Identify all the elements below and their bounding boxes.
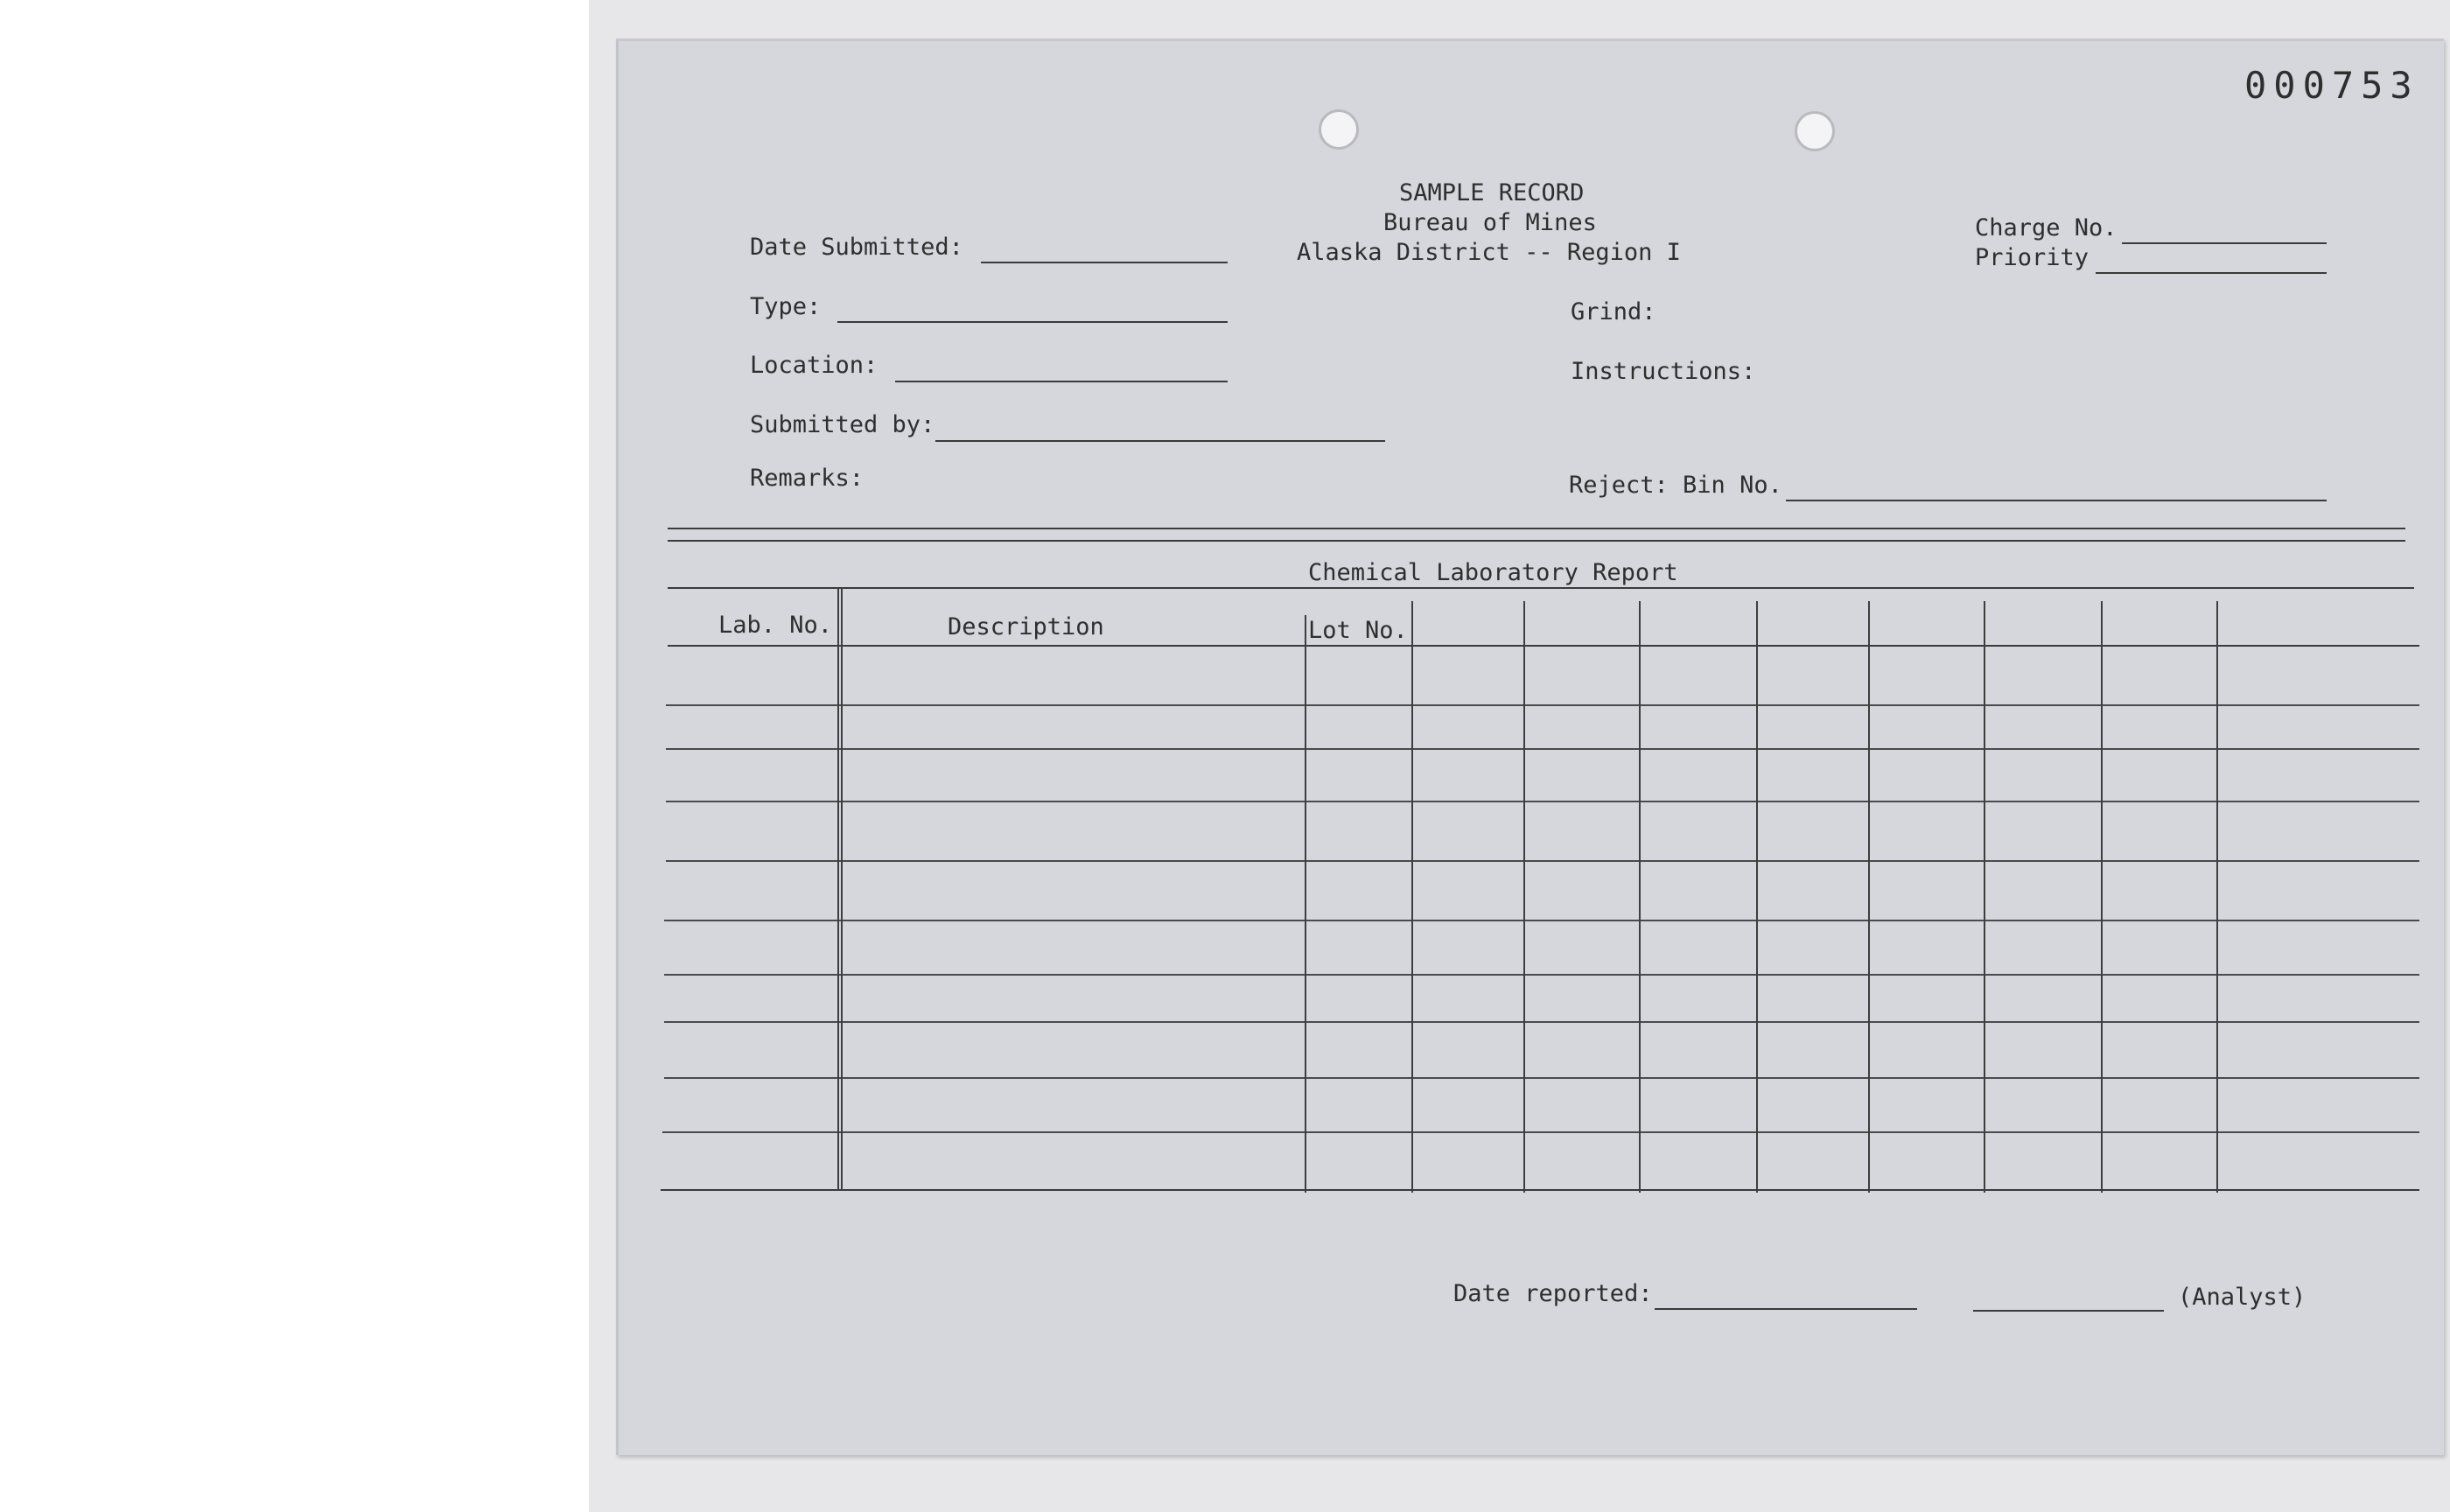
column-divider [1868,601,1870,1193]
column-divider [2101,601,2103,1193]
report-title: Chemical Laboratory Report [1308,559,1678,586]
table-bottom-line [661,1189,2419,1191]
punch-hole-right [1795,111,1835,151]
column-divider-lab-no [837,587,839,1191]
submitted-by-label: Submitted by: [750,411,935,438]
column-header-lab-no: Lab. No. [718,612,833,639]
table-row [664,974,2419,976]
date-submitted-label: Date Submitted: [750,234,963,261]
charge-no-label: Charge No. [1975,214,2118,242]
type-line[interactable] [837,321,1228,323]
instructions-label: Instructions: [1571,358,1756,385]
analyst-signature-line[interactable] [1973,1310,2164,1312]
column-divider [2216,601,2218,1193]
table-row [666,801,2419,802]
date-reported-line[interactable] [1655,1308,1917,1310]
submitted-by-line[interactable] [935,440,1385,442]
report-top-line [668,587,2414,589]
column-header-description: Description [948,613,1104,640]
column-divider [1523,601,1525,1193]
reject-bin-line[interactable] [1786,500,2327,501]
column-divider [1984,601,1985,1193]
date-submitted-line[interactable] [981,262,1228,263]
date-reported-label: Date reported: [1453,1280,1653,1307]
separator-line-2 [668,540,2405,542]
type-label: Type: [750,293,822,320]
district-region: Alaska District -- Region I [1297,239,1681,266]
agency-name: Bureau of Mines [1383,209,1597,236]
analyst-label: (Analyst) [2178,1284,2306,1311]
column-divider-description [1305,615,1306,1193]
header-bottom-line [668,645,2419,647]
table-row [664,1021,2419,1023]
table-row [662,1131,2419,1133]
column-divider-lab-no-double [841,587,843,1191]
form-title: SAMPLE RECORD [1399,179,1585,206]
punch-hole-left [1319,109,1359,150]
table-row [664,920,2419,921]
table-row [664,1077,2419,1079]
document-number: 000753 [2244,64,2419,107]
location-label: Location: [750,352,878,379]
column-divider [1756,601,1758,1193]
reject-bin-label: Reject: Bin No. [1569,472,1782,499]
column-divider-lot-no [1411,601,1413,1193]
remarks-label: Remarks: [750,465,864,492]
column-divider [1639,601,1641,1193]
separator-line-1 [668,528,2405,529]
priority-line[interactable] [2096,272,2327,274]
charge-no-line[interactable] [2122,242,2327,244]
table-row [666,704,2419,706]
grind-label: Grind: [1571,298,1656,326]
sample-record-form [616,38,2444,1455]
priority-label: Priority [1975,244,2090,271]
table-row [666,748,2419,750]
column-header-lot-no: Lot No. [1308,617,1408,644]
table-row [666,860,2419,862]
location-line[interactable] [895,381,1228,382]
